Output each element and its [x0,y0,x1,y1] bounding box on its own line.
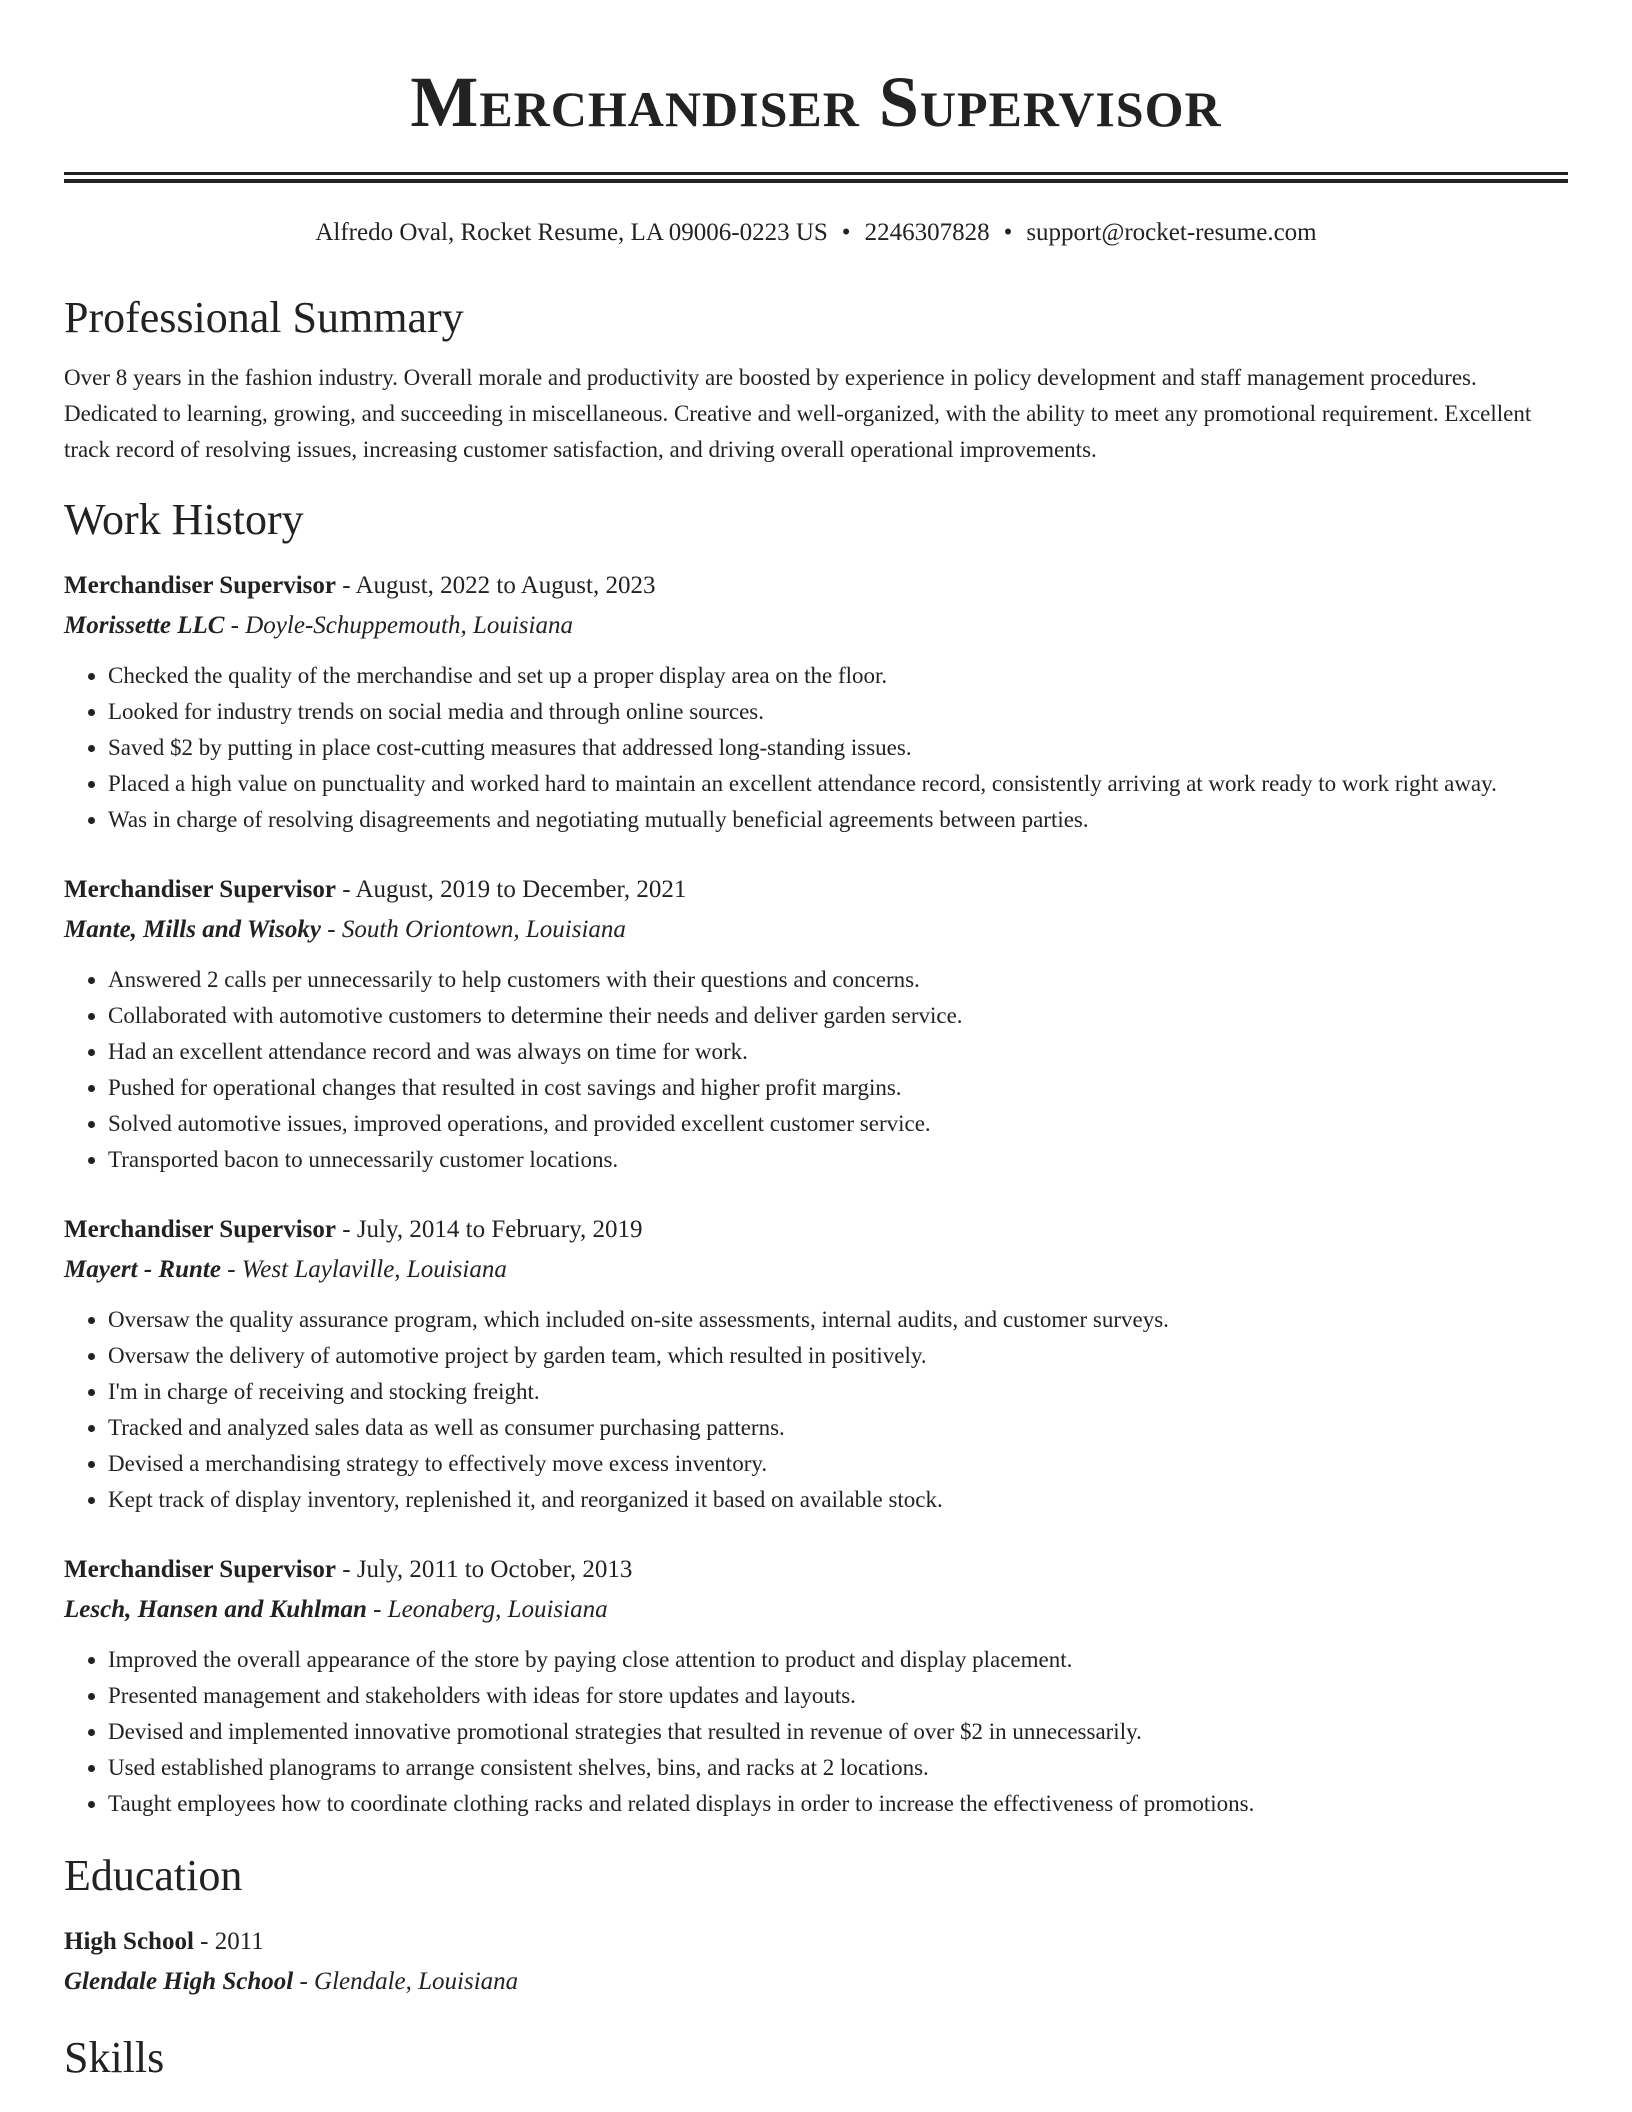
job-role: Merchandiser Supervisor [64,1216,336,1243]
education-degree-line [64,1922,1568,1962]
job-title-line [64,870,1568,910]
job-bullet: • Was in charge of resolving disagreements and negotiating mutually beneficial agreements between parties. [108,802,1568,838]
summary-heading: Professional Summary [64,293,464,342]
job-bullet: • I'm in charge of receiving and stocking freight. [108,1374,1568,1410]
job-bullet: • Collaborated with automotive customers to determine their needs and deliver garden service. [108,998,1568,1034]
job-bullet: • Tracked and analyzed sales data as well as consumer purchasing patterns. [108,1410,1568,1446]
job-bullet: • Improved the overall appearance of the store by paying close attention to product and display placement. [108,1642,1568,1678]
work-history-heading: Work History [64,495,304,544]
contact-phone: 2246307828 [864,219,990,246]
job-bullet: • Oversaw the delivery of automotive project by garden team, which resulted in positively. [108,1338,1568,1374]
job-role: Merchandiser Supervisor [64,572,336,599]
job-entry [64,870,1568,1178]
job-bullet: • Looked for industry trends on social media and through online sources. [108,694,1568,730]
job-bullets [64,1302,1568,1518]
job-company: Lesch, Hansen and Kuhlman [64,1596,367,1623]
education-entry [64,1922,1568,2002]
job-entry [64,566,1568,838]
job-location: - Leonaberg, Louisiana [366,1596,608,1623]
job-bullet: • Oversaw the quality assurance program, which included on-site assessments, internal audits, and customer surveys. [108,1302,1568,1338]
contact-email: support@rocket-resume.com [1026,219,1317,246]
resume-page [64,0,1568,2086]
summary-text: Over 8 years in the fashion industry. Overall morale and productivity are boosted by experience in policy development and staff management procedures. Dedicated to learning, growing, and succeeding in miscellaneous. Creative and well-organized, with the ability to meet any promotional requirement. Excellent track record of resolving issues, increasing customer satisfaction, and driving overall operational improvements. [64,365,1532,462]
job-company: Morissette LLC [64,612,225,639]
job-bullets [64,658,1568,838]
job-dates: - July, 2014 to February, 2019 [336,1216,643,1243]
education-heading: Education [64,1851,243,1900]
job-entry [64,1210,1568,1518]
education-year: - 2011 [193,1928,264,1955]
job-title-line [64,1210,1568,1250]
job-company-line [64,606,1568,646]
job-company-line [64,1250,1568,1290]
job-dates: - August, 2022 to August, 2023 [336,572,656,599]
job-company-line [64,910,1568,950]
job-bullet: • Kept track of display inventory, replenished it, and reorganized it based on available stock. [108,1482,1568,1518]
job-bullet: • Solved automotive issues, improved operations, and provided excellent customer service. [108,1106,1568,1142]
job-bullet: • Transported bacon to unnecessarily customer locations. [108,1142,1568,1178]
education-school: Glendale High School [64,1968,294,1995]
job-bullet: • Had an excellent attendance record and was always on time for work. [108,1034,1568,1070]
job-role: Merchandiser Supervisor [64,876,336,903]
job-bullets [64,962,1568,1178]
education-location: - Glendale, Louisiana [293,1968,519,1995]
job-bullet: • Checked the quality of the merchandise and set up a proper display area on the floor. [108,658,1568,694]
job-bullet: • Pushed for operational changes that resulted in cost savings and higher profit margins. [108,1070,1568,1106]
resume-title: Merchandiser Supervisor [410,62,1222,142]
contact-line [64,216,1568,250]
job-entry [64,1550,1568,1822]
job-bullet: • Devised a merchandising strategy to effectively move excess inventory. [108,1446,1568,1482]
job-dates: - July, 2011 to October, 2013 [336,1556,633,1583]
job-bullet: • Taught employees how to coordinate clothing racks and related displays in order to increase the effectiveness of promotions. [108,1786,1568,1822]
job-dates: - August, 2019 to December, 2021 [336,876,687,903]
job-title-line [64,566,1568,606]
job-bullet: • Presented management and stakeholders with ideas for store updates and layouts. [108,1678,1568,1714]
contact-separator: • [1003,219,1013,246]
contact-separator: • [841,219,851,246]
job-bullet: • Saved $2 by putting in place cost-cutting measures that addressed long-standing issues. [108,730,1568,766]
contact-address: Alfredo Oval, Rocket Resume, LA 09006-0223 US [315,219,828,246]
job-location: - Doyle-Schuppemouth, Louisiana [224,612,573,639]
job-bullet: • Devised and implemented innovative promotional strategies that resulted in revenue of over $2 in unnecessarily. [108,1714,1568,1750]
job-company: Mayert - Runte [64,1256,221,1283]
job-bullets [64,1642,1568,1822]
job-company-line [64,1590,1568,1630]
job-bullet: • Answered 2 calls per unnecessarily to help customers with their questions and concerns. [108,962,1568,998]
job-location: - West Laylaville, Louisiana [220,1256,507,1283]
education-degree: High School [64,1928,194,1955]
education-school-line [64,1962,1568,2002]
title-divider [64,172,1568,183]
job-title-line [64,1550,1568,1590]
job-company: Mante, Mills and Wisoky [64,916,321,943]
job-role: Merchandiser Supervisor [64,1556,336,1583]
skills-heading: Skills [64,2033,165,2082]
job-bullet: • Placed a high value on punctuality and worked hard to maintain an excellent attendance record, consistently arriving at work ready to work right away. [108,766,1568,802]
job-bullet: • Used established planograms to arrange consistent shelves, bins, and racks at 2 locations. [108,1750,1568,1786]
job-location: - South Oriontown, Louisiana [321,916,626,943]
